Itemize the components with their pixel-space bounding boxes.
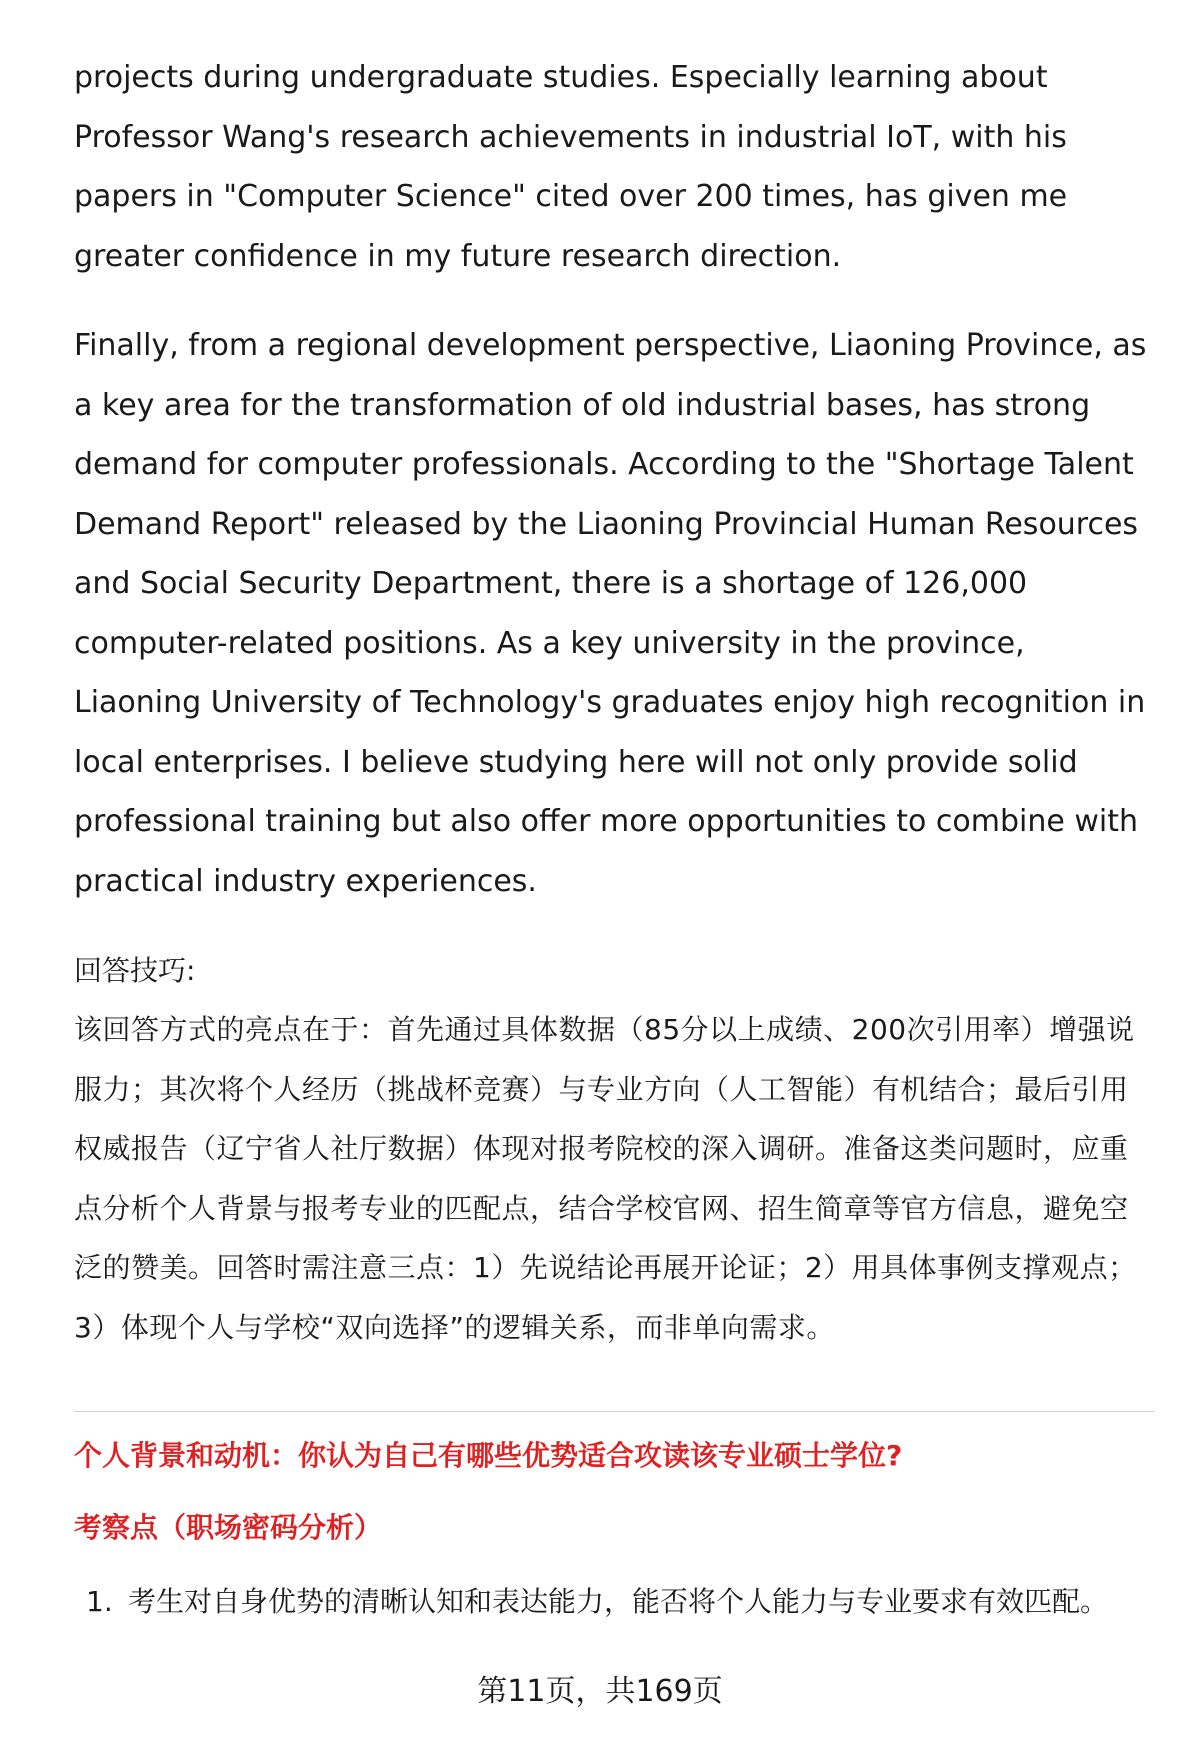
list-item [74,1572,1154,1632]
assessment-list [74,1572,1154,1632]
question-subheading: 考察点（职场密码分析） [74,1511,383,1544]
tips-body: 该回答方式的亮点在于：首先通过具体数据（85分以上成绩、200次引用率）增强说服力；其次将个人经历（挑战杯竞赛）与专业方向（人工智能）有机结合；最后引用权威报告（辽宁省人社厅数据）体现对报考院校的深入调研。准备这类问题时，应重点分析个人背景与报考专业的匹配点，结合学校官网、招生简章等官方信息，避免空泛的赞美。回答时需注意三点：1）先说结论再展开论证；2）用具体事例支撑观点；3）体现个人与学校“双向选择”的逻辑关系，而非单向需求。 [74,1013,1137,1344]
list-item-text: 考生对自身优势的清晰认知和表达能力，能否将个人能力与专业要求有效匹配。 [128,1585,1109,1618]
question-heading: 个人背景和动机：你认为自己有哪些优势适合攻读该专业硕士学位? [74,1439,903,1472]
page-footer: 第11页，共169页 [477,1674,723,1709]
document-page [74,48,1154,1632]
tips-title: 回答技巧: [74,954,196,987]
section-divider [74,1411,1154,1412]
body-paragraph: Finally, from a regional development perspective, Liaoning Province, as a key area for the transformation of old industrial bases, has strong demand for computer professionals. According to the "Shortage Talent Demand Report" released by the Liaoning Provincial Human Resources and Social Security Department, there is a shortage of 126,000 computer-related positions. As a key university in the province, Liaoning University of Technology's graduates enjoy high recognition in local enterprises. I believe studying here will not only provide solid professional training but also offer more opportunities to combine with practical industry experiences. [74,328,1147,899]
body-paragraph: projects during undergraduate studies. Especially learning about Professor Wang's research achievements in industrial IoT, with his papers in "Computer Science" cited over 200 times, has given me greater confidence in my future research direction. [74,60,1068,274]
list-item-number: 1. [86,1585,113,1618]
